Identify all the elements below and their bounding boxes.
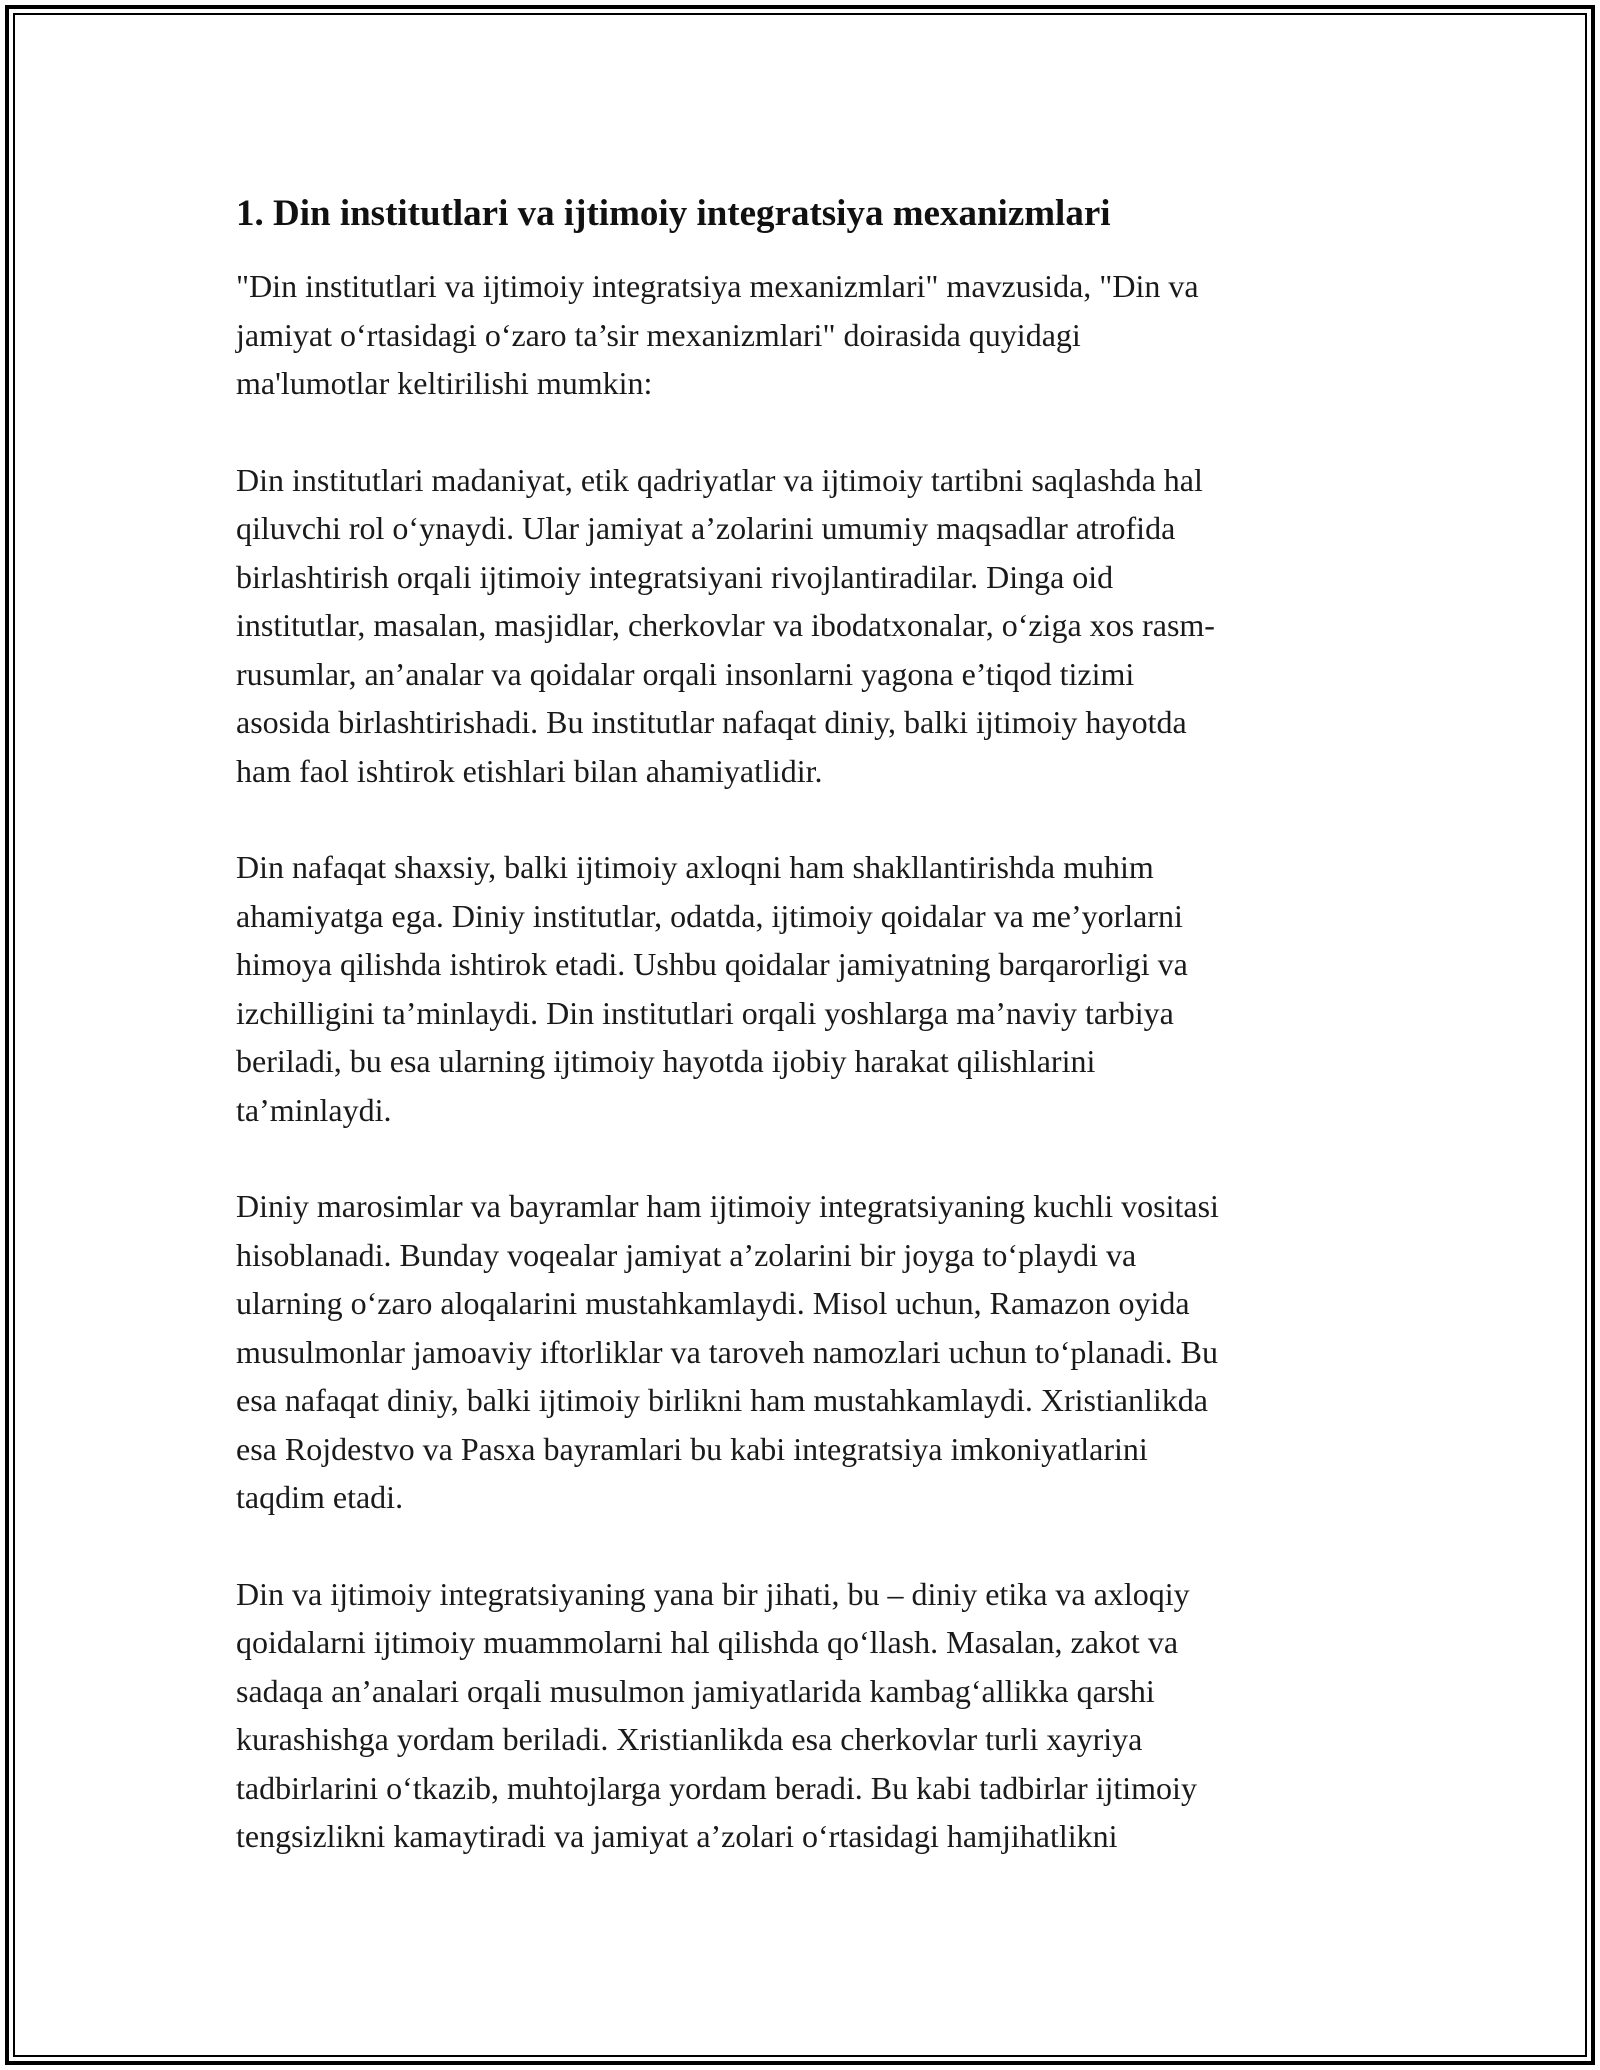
paragraph-ceremonies: Diniy marosimlar va bayramlar ham ijtimoiy integratsiyaning kuchli vositasi hisoblanadi. Bunday voqealar jamiyat a’zolarini bir joyga to‘playdi va ularning o‘zaro aloqalarini mustahkamlaydi. Misol uchun, Ramazon oyida musulmonlar jamoaviy iftorliklar va taroveh namozlari uchun to‘planadi. Bu esa nafaqat diniy, balki ijtimoiy birlikni ham mustahkamlaydi. Xristianlikda esa Rojdestvo va Pasxa bayramlari bu kabi integratsiya imkoniyatlarini taqdim etadi. — [236, 1188, 1219, 1515]
paragraph-institutions: Din institutlari madaniyat, etik qadriyatlar va ijtimoiy tartibni saqlashda hal qiluvchi rol o‘ynaydi. Ular jamiyat a’zolarini umumiy maqsadlar atrofida birlashtirish orqali ijtimoiy integratsiyani rivojlantiradilar. Dinga oid institutlar, masalan, masjidlar, cherkovlar va ibodatxonalar, o‘ziga xos rasm- rusumlar, an’analar va qoidalar orqali insonlarni yagona e’tiqod tizimi asosida birlashtirishadi. Bu institutlar nafaqat diniy, balki ijtimoiy hayotda ham faol ishtirok etishlari bilan ahamiyatlidir. — [236, 461, 1215, 789]
paragraph-intro: "Din institutlari va ijtimoiy integratsiya mexanizmlari" mavzusida, "Din va jamiyat o‘rtasidagi o‘zaro ta’sir mexanizmlari" doirasida quyidagi ma'lumotlar keltirilishi mumkin: — [236, 268, 1199, 401]
paragraph-morality: Din nafaqat shaxsiy, balki ijtimoiy axloqni ham shakllantirishda muhim ahamiyatga ega. Diniy institutlar, odatda, ijtimoiy qoidalar va me’yorlarni himoya qilishda ishtirok etadi. Ushbu qoidalar jamiyatning barqarorligi va izchilligini ta’minlaydi. Din institutlari orqali yoshlarga ma’naviy tarbiya beriladi, bu esa ularning ijtimoiy hayotda ijobiy harakat qilishlarini ta’minlaydi. — [236, 849, 1188, 1128]
paragraph-ethics: Din va ijtimoiy integratsiyaning yana bir jihati, bu – diniy etika va axloqiy qoidalarni ijtimoiy muammolarni hal qilishda qo‘llash. Masalan, zakot va sadaqa an’analari orqali musulmon jamiyatlarida kambag‘allikka qarshi kurashishga yordam beriladi. Xristianlikda esa cherkovlar turli xayriya tadbirlarini o‘tkazib, muhtojlarga yordam beradi. Bu kabi tadbirlar ijtimoiy tengsizlikni kamaytiradi va jamiyat a’zolari o‘rtasidagi hamjihatlikni — [236, 1575, 1197, 1854]
document-body — [236, 188, 1366, 1909]
section-heading: 1. Din institutlari va ijtimoiy integratsiya mexanizmlari — [236, 193, 1111, 234]
